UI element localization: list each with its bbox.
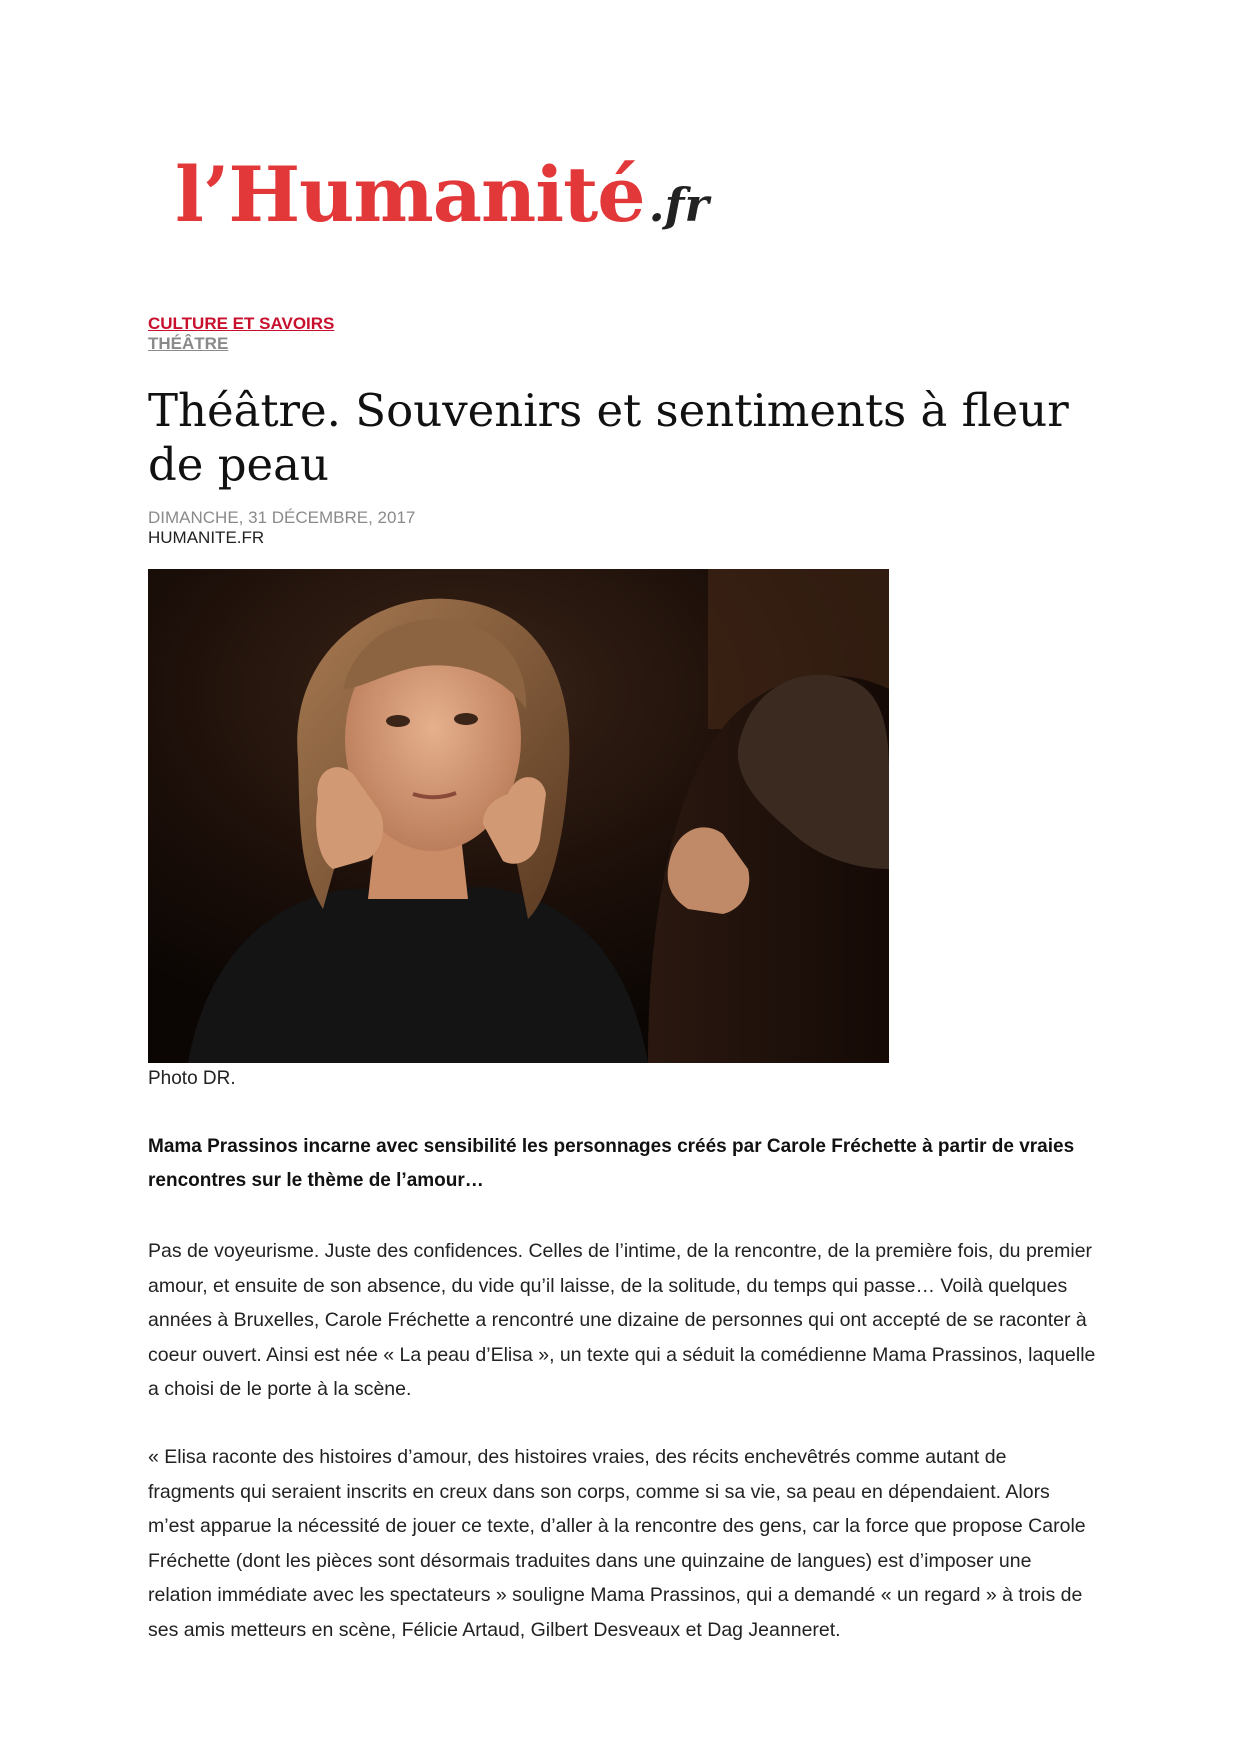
article-paragraph: Pas de voyeurisme. Juste des confidences. Celles de l’intime, de la rencontre, de la première fois, du premier amour, et ensuite de son absence, du vide qu’il laisse, de la solitude, du temps qui passe… Voilà quelques années à Bruxelles, Carole Fréchette a rencontré une dizaine de personnes qui ont accepté de se raconter à coeur ouvert. Ainsi est née « La peau d’Elisa », un texte qui a séduit la comédienne Mama Prassinos, laquelle a choisi de le porte à la scène.: [148, 1240, 1096, 1400]
article-photo: [148, 569, 889, 1063]
article-source: HUMANITE.FR: [148, 528, 265, 547]
site-logo[interactable]: [175, 150, 709, 239]
subcategory-link[interactable]: THÉÂTRE: [148, 334, 229, 353]
article-lead: Mama Prassinos incarne avec sensibilité les personnages créés par Carole Fréchette à partir de vraies rencontres sur le thème de l’amour…: [148, 1136, 1075, 1191]
logo-domain-suffix: .fr: [648, 178, 709, 232]
article-title: Théâtre. Souvenirs et sentiments à fleur de peau: [148, 384, 1069, 491]
photo-caption: Photo DR.: [148, 1068, 236, 1089]
article-paragraph: « Elisa raconte des histoires d’amour, des histoires vraies, des récits enchevêtrés comme autant de fragments qui seraient inscrits en creux dans son corps, comme si sa vie, sa peau en dépendaient. Alors m’est apparue la nécessité de jouer ce texte, d’aller à la rencontre des gens, car la force que propose Carole Fréchette (dont les pièces sont désormais traduites dans une quinzaine de langues) est d’imposer une relation immédiate avec les spectateurs » souligne Mama Prassinos, qui a demandé « un regard » à trois de ses amis metteurs en scène, Félicie Artaud, Gilbert Desveaux et Dag Jeanneret.: [148, 1446, 1086, 1641]
category-link[interactable]: CULTURE ET SAVOIRS: [148, 314, 335, 333]
article-date: DIMANCHE, 31 DÉCEMBRE, 2017: [148, 508, 416, 527]
logo-wordmark: l’Humanité: [175, 150, 645, 239]
